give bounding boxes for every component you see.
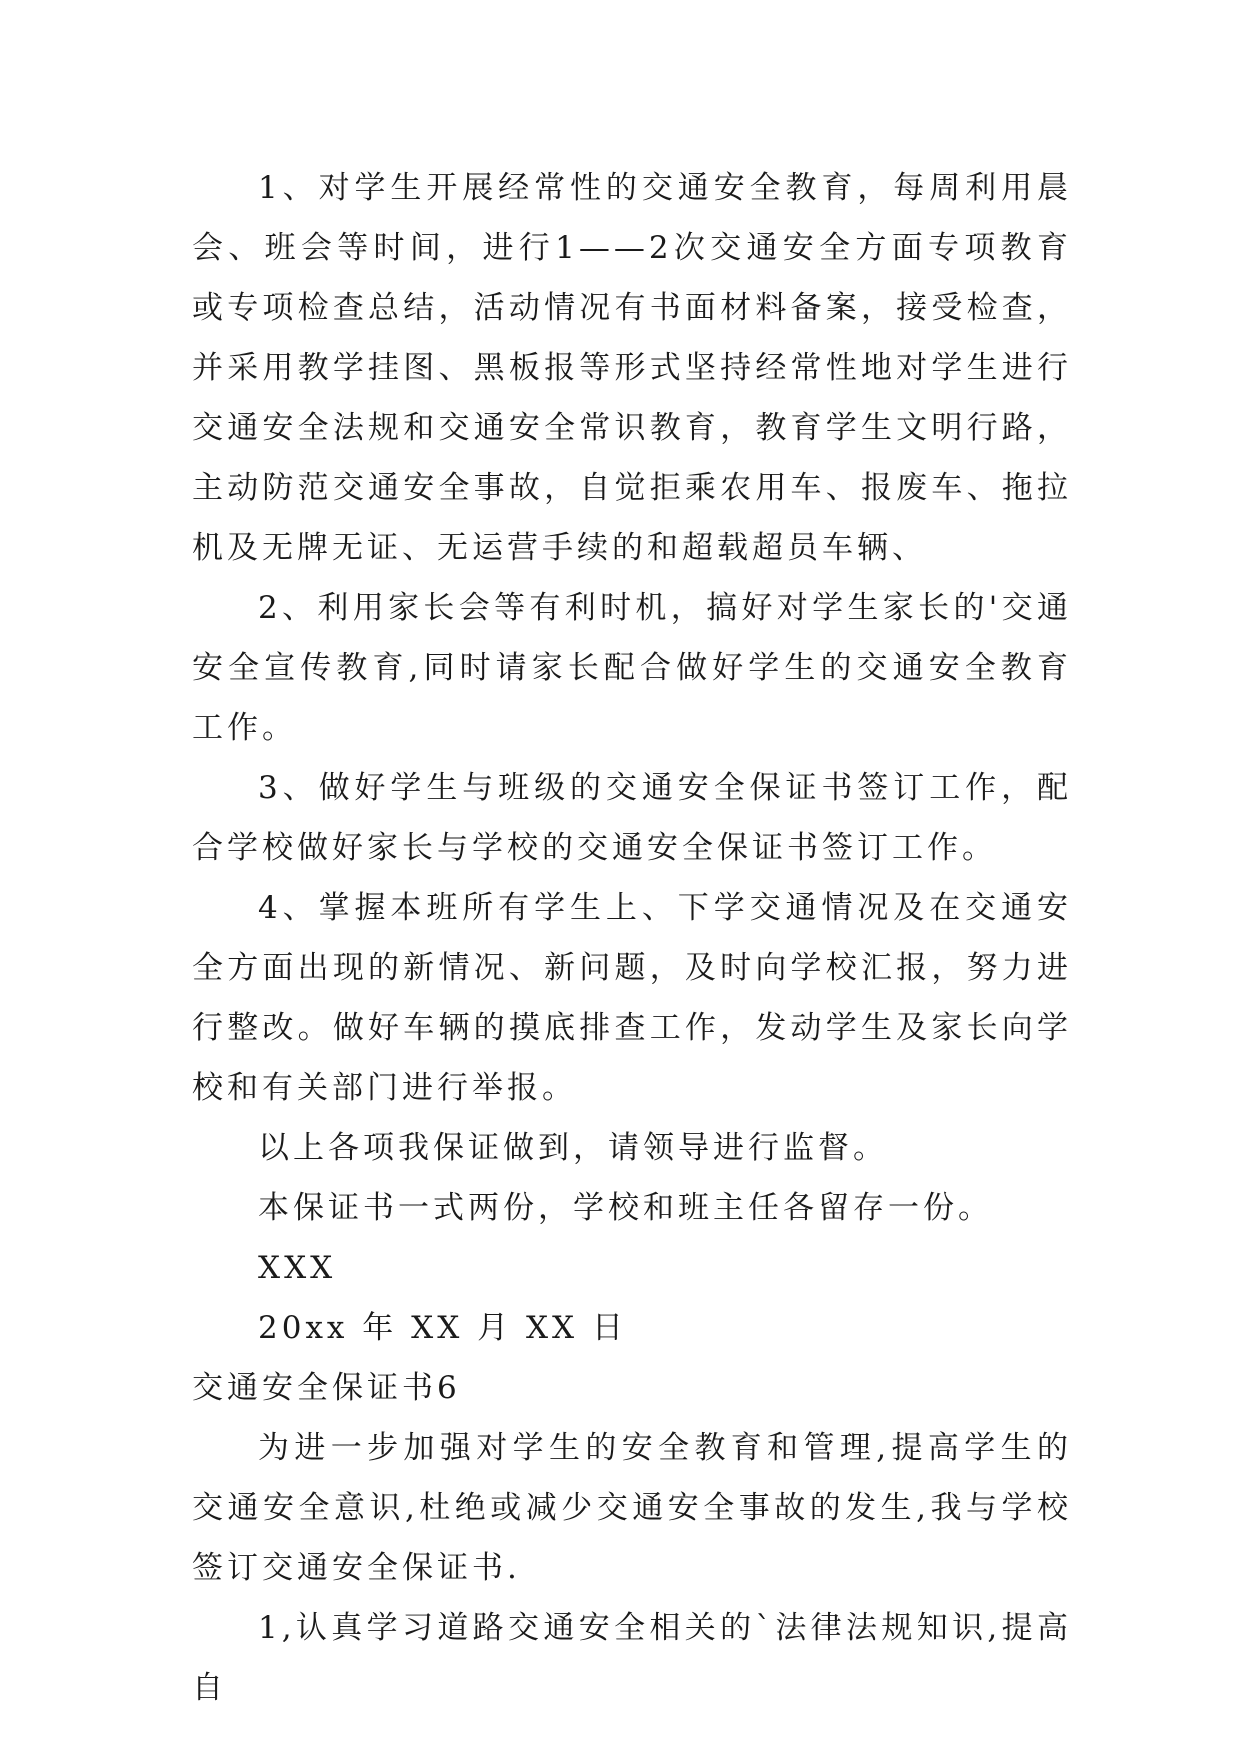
paragraph-item-1: 1、对学生开展经常性的交通安全教育，每周利用晨会、班会等时间，进行1——2次交通安全方面专项教育或专项检查总结，活动情况有书面材料备案，接受检查，并采用教学挂图、黑板报等形式坚持经常性地对学生进行交通安全法规和交通安全常识教育，教育学生文明行路，主动防范交通安全事故，自觉拒乘农用车、报废车、拖拉机及无牌无证、无运营手续的和超载超员车辆、 bbox=[192, 170, 1072, 566]
section-intro: 为进一步加强对学生的安全教育和管理,提高学生的交通安全意识,杜绝或减少交通安全事故的发生,我与学校签订交通安全保证书. bbox=[192, 1430, 1072, 1586]
document-body bbox=[192, 158, 1072, 1718]
signature-date: 20xx 年 XX 月 XX 日 bbox=[258, 1310, 627, 1346]
commitment-statement: 以上各项我保证做到，请领导进行监督。 bbox=[258, 1130, 888, 1166]
paragraph-item-2: 2、利用家长会等有利时机，搞好对学生家长的'交通安全宣传教育,同时请家长配合做好学生的交通安全教育工作。 bbox=[192, 590, 1072, 746]
signature-name: XXX bbox=[258, 1250, 337, 1286]
copies-note: 本保证书一式两份，学校和班主任各留存一份。 bbox=[258, 1190, 993, 1226]
paragraph-item-3: 3、做好学生与班级的交通安全保证书签订工作，配合学校做好家长与学校的交通安全保证书签订工作。 bbox=[192, 770, 1072, 866]
section-title: 交通安全保证书6 bbox=[192, 1370, 461, 1406]
paragraph-item-5: 1,认真学习道路交通安全相关的`法律法规知识,提高自 bbox=[192, 1610, 1072, 1706]
paragraph-item-4: 4、掌握本班所有学生上、下学交通情况及在交通安全方面出现的新情况、新问题，及时向学校汇报，努力进行整改。做好车辆的摸底排查工作，发动学生及家长向学校和有关部门进行举报。 bbox=[192, 890, 1072, 1106]
